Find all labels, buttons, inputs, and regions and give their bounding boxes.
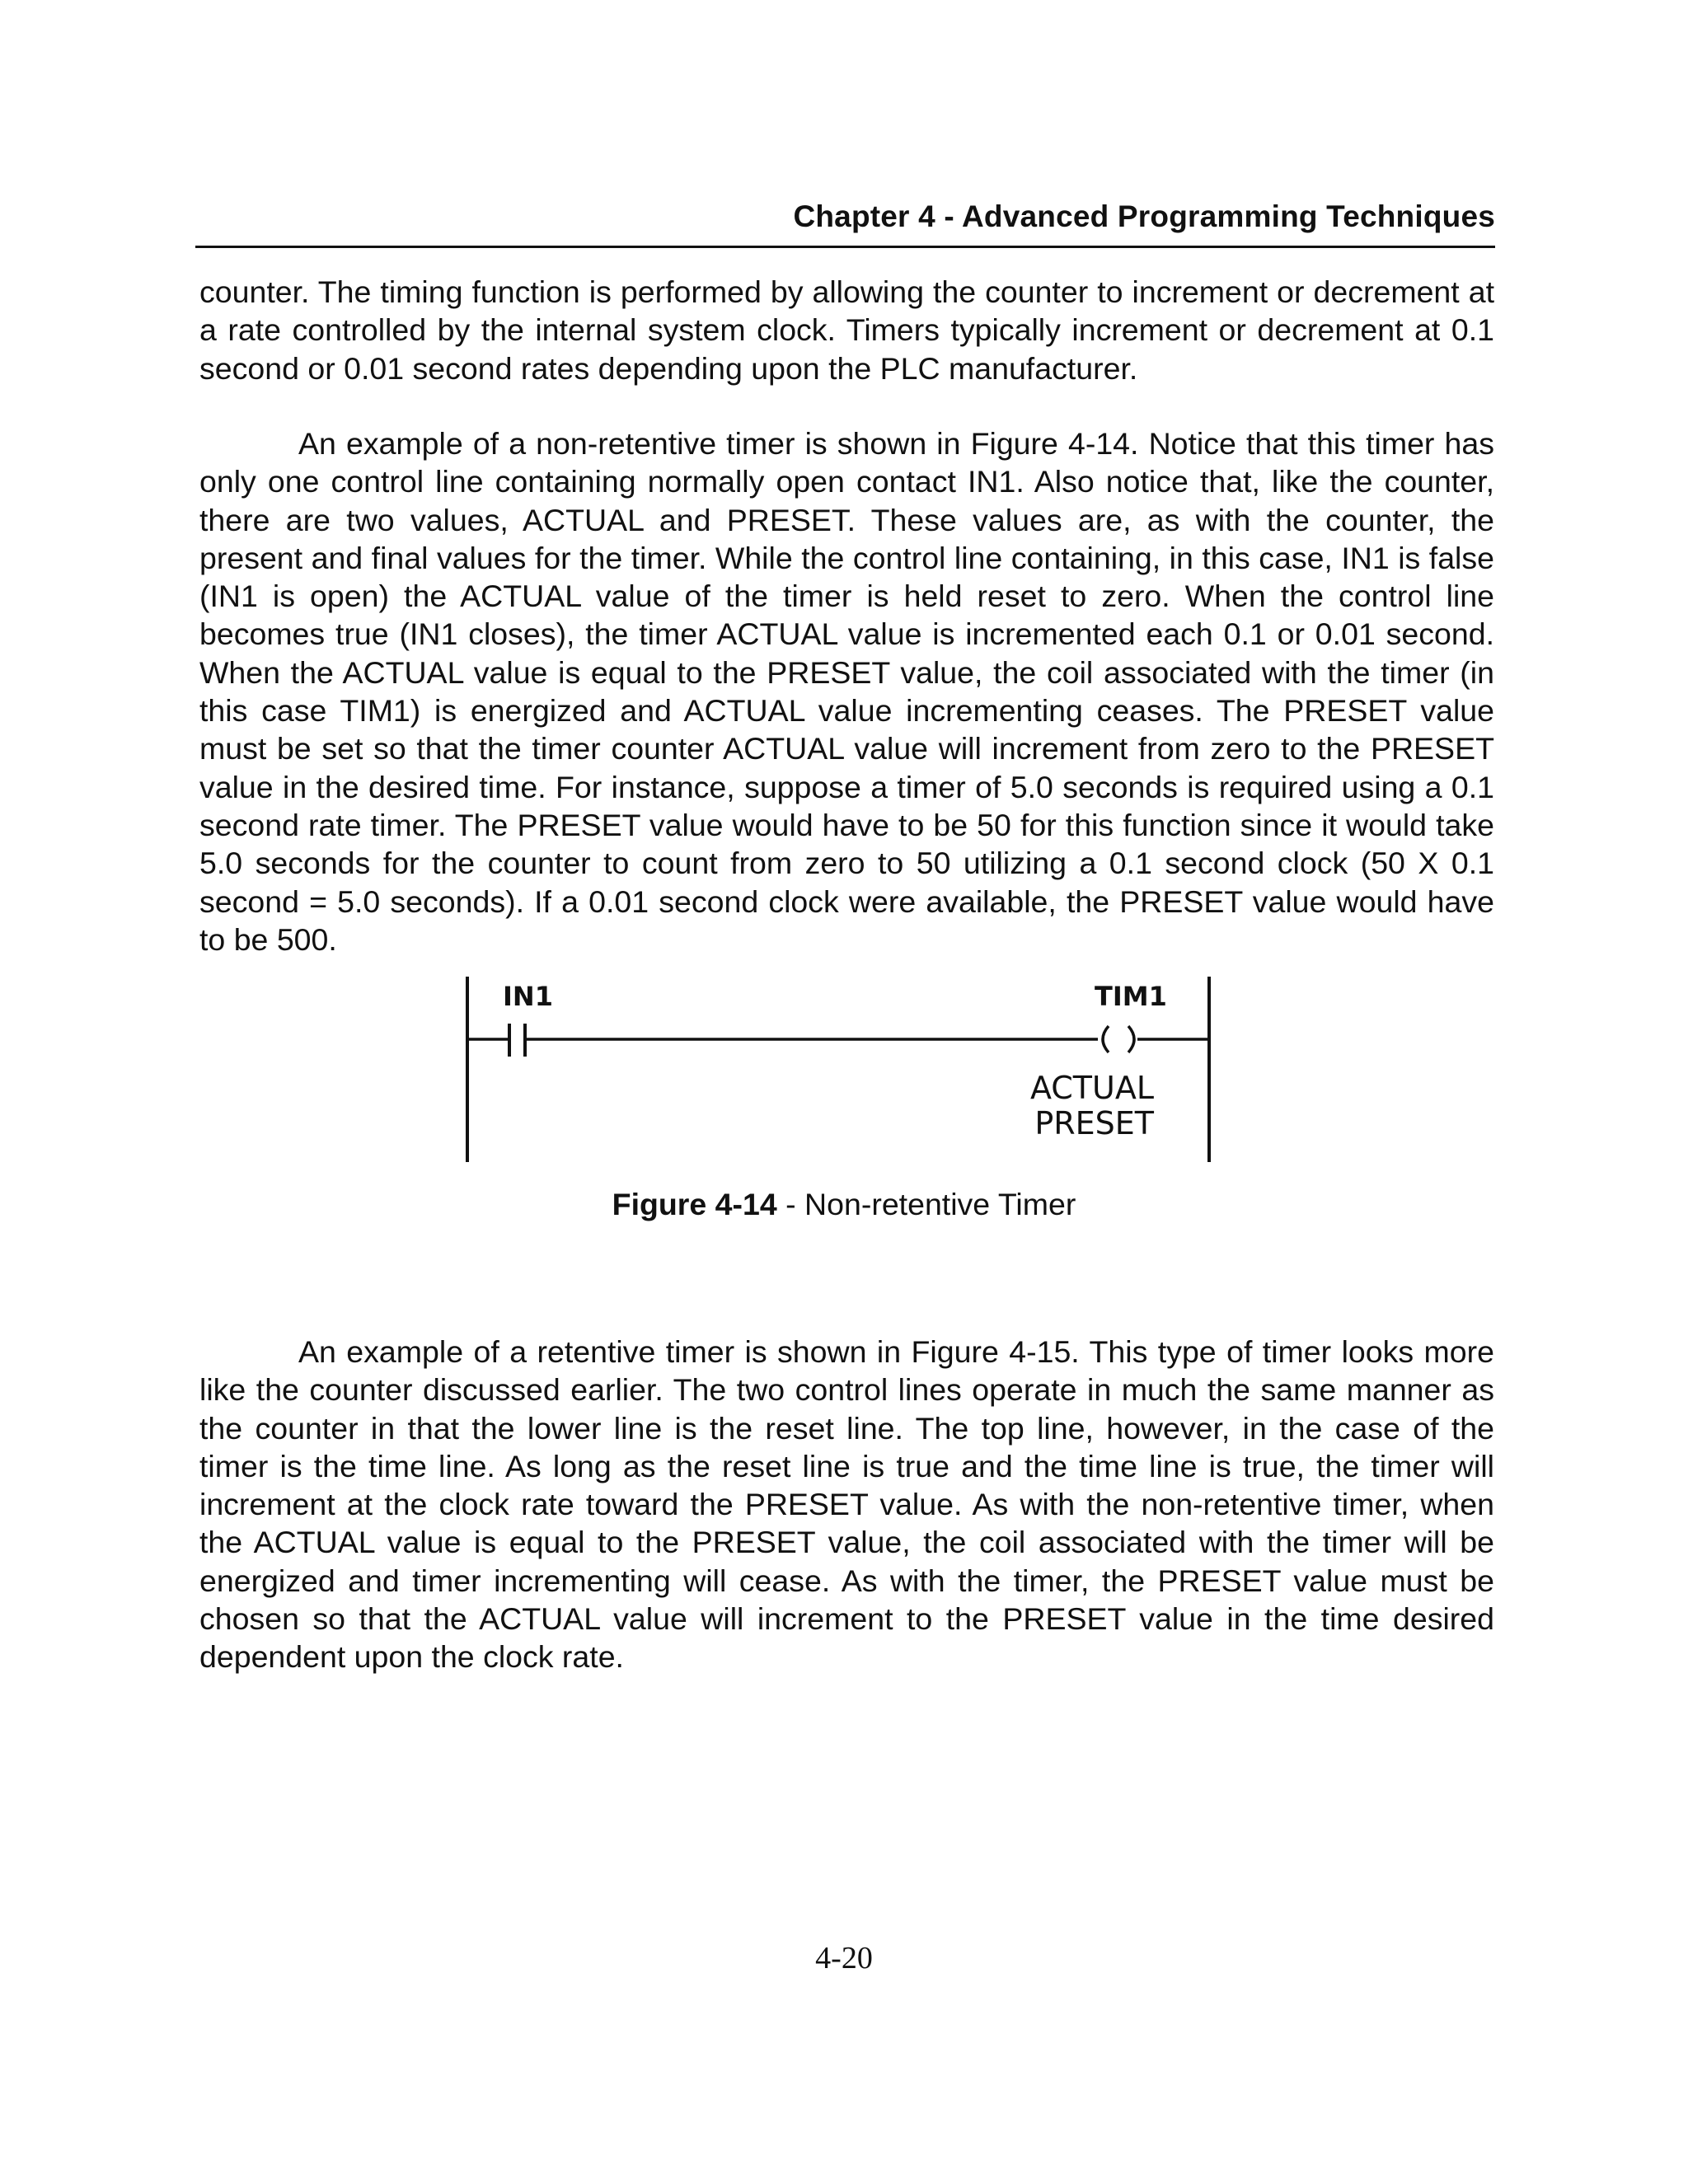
page-header	[195, 194, 1495, 248]
paragraph-2: An example of a non-retentive timer is shown in Figure 4-14. Notice that this timer has only one control line containing normally open contact IN1. Also notice that, like the counter, there are two values, ACTUAL and PRESET. These values are, as with the counter, the present and final values for the timer. While the control line containing, in this case, IN1 is false (IN1 is open) the ACTUAL value of the timer is held reset to zero. When the control line becomes true (IN1 closes), the timer ACTUAL value is incremented each 0.1 or 0.01 second. When the ACTUAL value is equal to the PRESET value, the coil associated with the timer (in this case TIM1) is energized and ACTUAL value incrementing ceases. The PRESET value must be set so that the timer counter ACTUAL value will increment from zero to the PRESET value in the desired time. For instance, suppose a timer of 5.0 seconds is required using a 0.1 second rate timer. The PRESET value would have to be 50 for this function since it would take 5.0 seconds for the counter to count from zero to 50 utilizing a 0.1 second clock (50 X 0.1 second = 5.0 seconds). If a 0.01 second clock were available, the PRESET value would have to be 500.	[199, 426, 1494, 957]
paragraph-3: An example of a retentive timer is shown in Figure 4-15. This type of timer looks more like the counter discussed earlier. The two control lines operate in much the same manner as the counter in that the lower line is the reset line. The top line, however, in the case of the timer is the time line. As long as the reset line is true and the time line is true, the timer will increment at the clock rate toward the PRESET value. As with the non-retentive timer, when the ACTUAL value is equal to the PRESET value, the coil associated with the timer will be energized and timer incrementing will cease. As with the timer, the PRESET value must be chosen so that the ACTUAL value will increment to the PRESET value in the time desired dependent upon the clock rate.	[199, 1334, 1494, 1675]
normally-open-contact-icon	[509, 1024, 525, 1057]
page-number: 4-20	[815, 1941, 873, 1975]
coil-label: TIM1	[1095, 981, 1167, 1012]
paragraph-1: counter. The timing function is performed by allowing the counter to increment or decrement at a rate controlled by the internal system clock. Timers typically increment or decrement at 0.1 second or 0.01 second rates depending upon the PLC manufacturer.	[199, 274, 1494, 386]
actual-label: ACTUAL	[1029, 1070, 1154, 1106]
contact-label: IN1	[503, 981, 553, 1012]
caption-separator: -	[776, 1187, 805, 1221]
caption-text: Non-retentive Timer	[804, 1187, 1076, 1221]
ladder-diagram	[457, 977, 1232, 1166]
coil-icon	[1103, 1026, 1134, 1052]
chapter-title: Chapter 4 - Advanced Programming Techniques	[793, 199, 1495, 233]
figure-number: Figure 4-14	[612, 1187, 777, 1221]
figure-caption	[0, 1187, 1688, 1222]
preset-label: PRESET	[1034, 1105, 1154, 1141]
